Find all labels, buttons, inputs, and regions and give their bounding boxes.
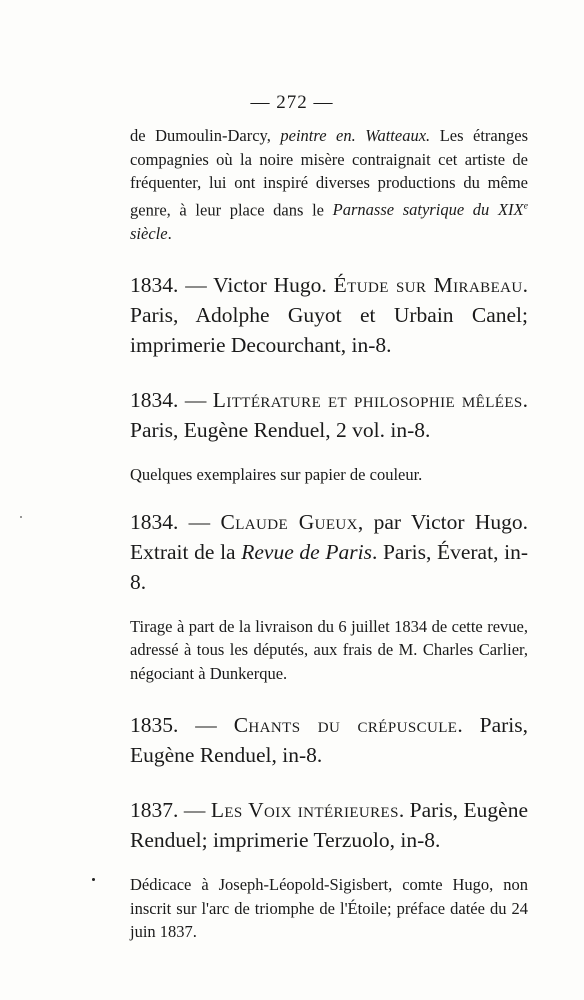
intro-note <box>130 124 528 245</box>
entry-1-title: Étude sur Mirabeau <box>333 273 523 297</box>
entry-2-prefix: 1834. — <box>130 388 213 412</box>
entry-3-note: Tirage à part de la livraison du 6 juillet 1834 de cette revue, adressé à tous les députés, aux frais de M. Charles Carlier, négociant à Dunkerque. <box>130 616 528 683</box>
entry-5-suffix: . Paris, Eugène Renduel; imprimerie Terzuolo, in-8. <box>130 798 528 852</box>
entry-3-prefix: 1834. — <box>130 509 221 534</box>
bibliography-entry-5 <box>130 795 528 855</box>
bibliography-entry-1 <box>130 270 528 360</box>
entry-3-suffix: . Paris, Éverat, in-8. <box>130 539 528 594</box>
ink-speck <box>20 516 22 518</box>
entry-5-title: Les Voix intérieures <box>210 798 399 822</box>
entry-5-prefix: 1837. — <box>130 798 211 822</box>
entry-2-note: Quelques exemplaires sur papier de couleur. <box>130 465 423 484</box>
entry-2-title: Littérature et philosophie mêlées <box>212 388 523 412</box>
entry-4-prefix: 1835. — <box>130 713 234 737</box>
entry-4-title: Chants du crépuscule <box>233 713 458 737</box>
ink-speck <box>92 878 95 881</box>
intro-italic-1: peintre en. Watteaux. <box>280 126 431 145</box>
entry-1-prefix: 1834. — Victor Hugo. <box>130 273 334 297</box>
intro-text-1: de Dumoulin-Darcy, <box>130 126 281 145</box>
entry-3-title: Claude Gueux <box>220 509 358 534</box>
intro-text-2: Les étranges compagnies où la noire misère contraignait cet artiste de fréquenter, lui ont inspiré diverses productions du même genre, à leur place dans le <box>130 126 528 219</box>
page-body <box>130 124 528 944</box>
entry-1-suffix: . Paris, Adolphe Guyot et Urbain Canel; imprimerie Decourchant, in-8. <box>130 273 528 357</box>
entry-5-note: Dédicace à Joseph-Léopold-Sigisbert, comte Hugo, non inscrit sur l'arc de triomphe de l'Étoile; préface datée du 24 juin 1837. <box>130 875 528 941</box>
intro-superscript: e <box>523 200 528 212</box>
entry-4-suffix: . Paris, Eugène Renduel, in-8. <box>130 713 529 767</box>
entry-3-italic: Revue de Paris <box>241 539 372 564</box>
intro-italic-3: siècle <box>130 223 168 243</box>
entry-2-suffix: . Paris, Eugène Renduel, 2 vol. in-8. <box>130 388 528 442</box>
bibliography-entry-3 <box>130 507 528 597</box>
bibliography-entry-4 <box>130 710 528 770</box>
page-number: — 272 — <box>250 92 334 113</box>
bibliography-entry-2 <box>130 385 528 445</box>
intro-italic-2-text: Parnasse satyrique du XIX <box>332 200 524 219</box>
intro-text-3: . <box>167 223 172 243</box>
entry-3-mid: , par Victor Hugo. Extrait de la <box>130 509 528 564</box>
